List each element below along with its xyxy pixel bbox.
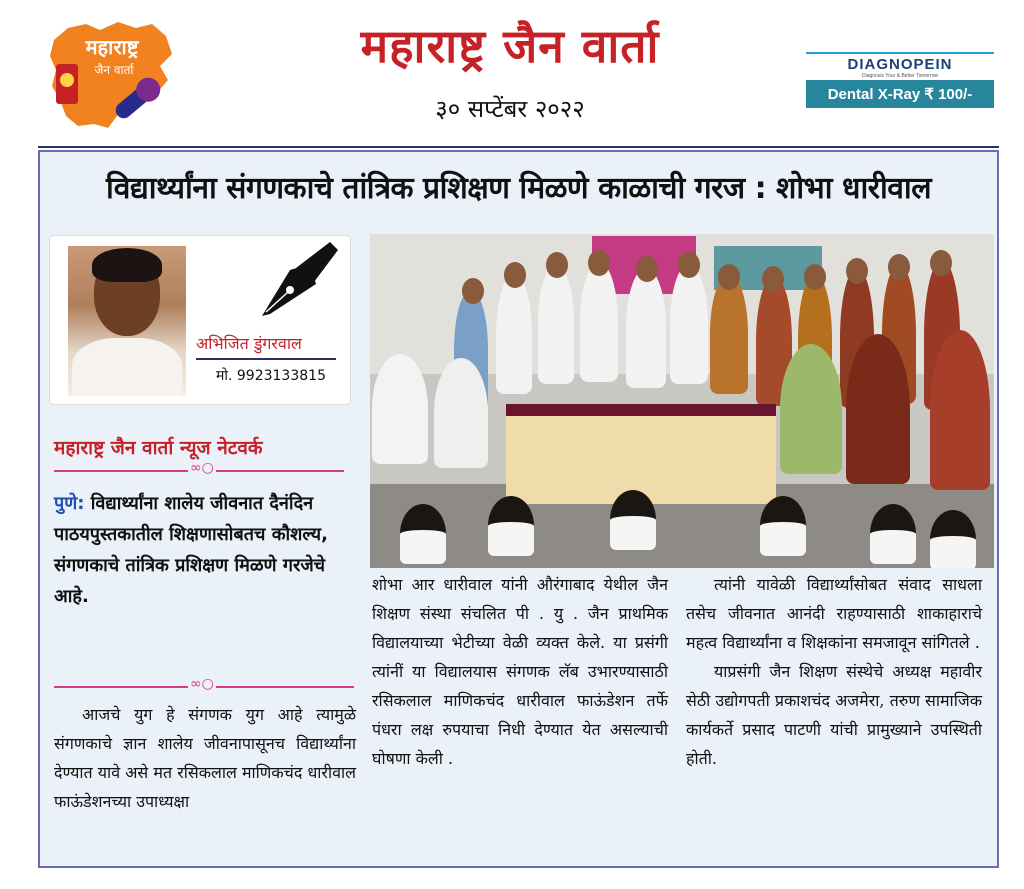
author-photo [68, 246, 186, 396]
body-column-1: आजचे युग हे संगणक युग आहे त्यामुळे संगणकाचे ज्ञान शालेय जीवनापासूनच विद्यार्थ्यांना देण्यात यावे असे मत रसिकलाल माणिकचंद धारीवाल फाऊंडेशनच्या उपाध्यक्षा [54, 705, 356, 811]
author-name: अभिजित डुंगरवाल [196, 334, 302, 353]
logo-subtitle: जैन वार्ता [94, 63, 134, 77]
article-headline: विद्यार्थ्यांना संगणकाचे तांत्रिक प्रशिक्षण मिळणे काळाची गरज : शोभा धारीवाल [105, 171, 932, 206]
maharashtra-map-logo [48, 20, 178, 132]
ad-tagline: Diagnosis Your & Better Tomorrow [861, 72, 939, 79]
ad-brand: DIAGNOPEIN [847, 55, 953, 73]
divider-ornament: ∞○ [190, 460, 214, 476]
author-mobile: मो. 9923133815 [216, 368, 326, 384]
dais-table [506, 404, 776, 504]
dental-xray-advertisement[interactable] [806, 52, 994, 110]
dateline-city: पुणे: [54, 493, 85, 514]
body-paragraph: त्यांनी यावेळी विद्यार्थ्यांसोबत संवाद साधला तसेच जीवनात आनंदी राहण्यासाठी शाकाहाराचे महत्व विद्यार्थ्यांना व शिक्षकांना समजावून सांगितले . [686, 575, 982, 652]
ad-offer: Dental X-Ray ₹ 100/- [806, 80, 994, 108]
event-photo [370, 234, 994, 568]
article-frame [38, 150, 999, 868]
divider-ornament: ∞○ [190, 676, 214, 692]
author-underline [196, 358, 336, 360]
logo-title: महाराष्ट्र [85, 35, 139, 59]
body-column-3 [686, 570, 982, 773]
body-paragraph: याप्रसंगी जैन शिक्षण संस्थेचे अध्यक्ष महावीर सेठी उद्योगपती प्रकाशचंद अजमेरा, तरुण सामाजिक कार्यकर्ते प्रसाद पाटणी यांची प्रामुख्याने उपस्थिती होती. [686, 662, 982, 768]
masthead-title: महाराष्ट्र जैन वार्ता [360, 19, 660, 73]
lead-text: विद्यार्थ्यांना शालेय जीवनात दैनंदिन पाठयपुस्तकातील शिक्षणासोबतच कौशल्य, संगणकाचे तांत्रिक प्रशिक्षण मिळणे गरजेचे आहे. [54, 493, 328, 607]
byline-card [50, 236, 350, 404]
body-column-2: शोभा आर धारीवाल यांनी औरंगाबाद येथील जैन शिक्षण संस्था संचलित पी . यु . जैन प्राथमिक विद्यालयाच्या भेटीच्या वेळी व्यक्त केले. या प्रसंगी त्यांनीं या विद्यालयास संगणक लॅब उभारण्यासाठी रसिकलाल माणिकचंद धारीवाल फाऊंडेशन तर्फे पंधरा लक्ष रुपयाचा निधी देण्यात येत असल्याची घोषणा केली . [372, 575, 668, 768]
issue-date: ३० सप्टेंबर २०२२ [435, 95, 585, 123]
frame-top-rule [38, 146, 999, 148]
fountain-pen-nib-icon [260, 240, 340, 318]
news-network-label: महाराष्ट्र जैन वार्ता न्यूज नेटवर्क [54, 437, 263, 459]
lead-paragraph [54, 488, 354, 612]
